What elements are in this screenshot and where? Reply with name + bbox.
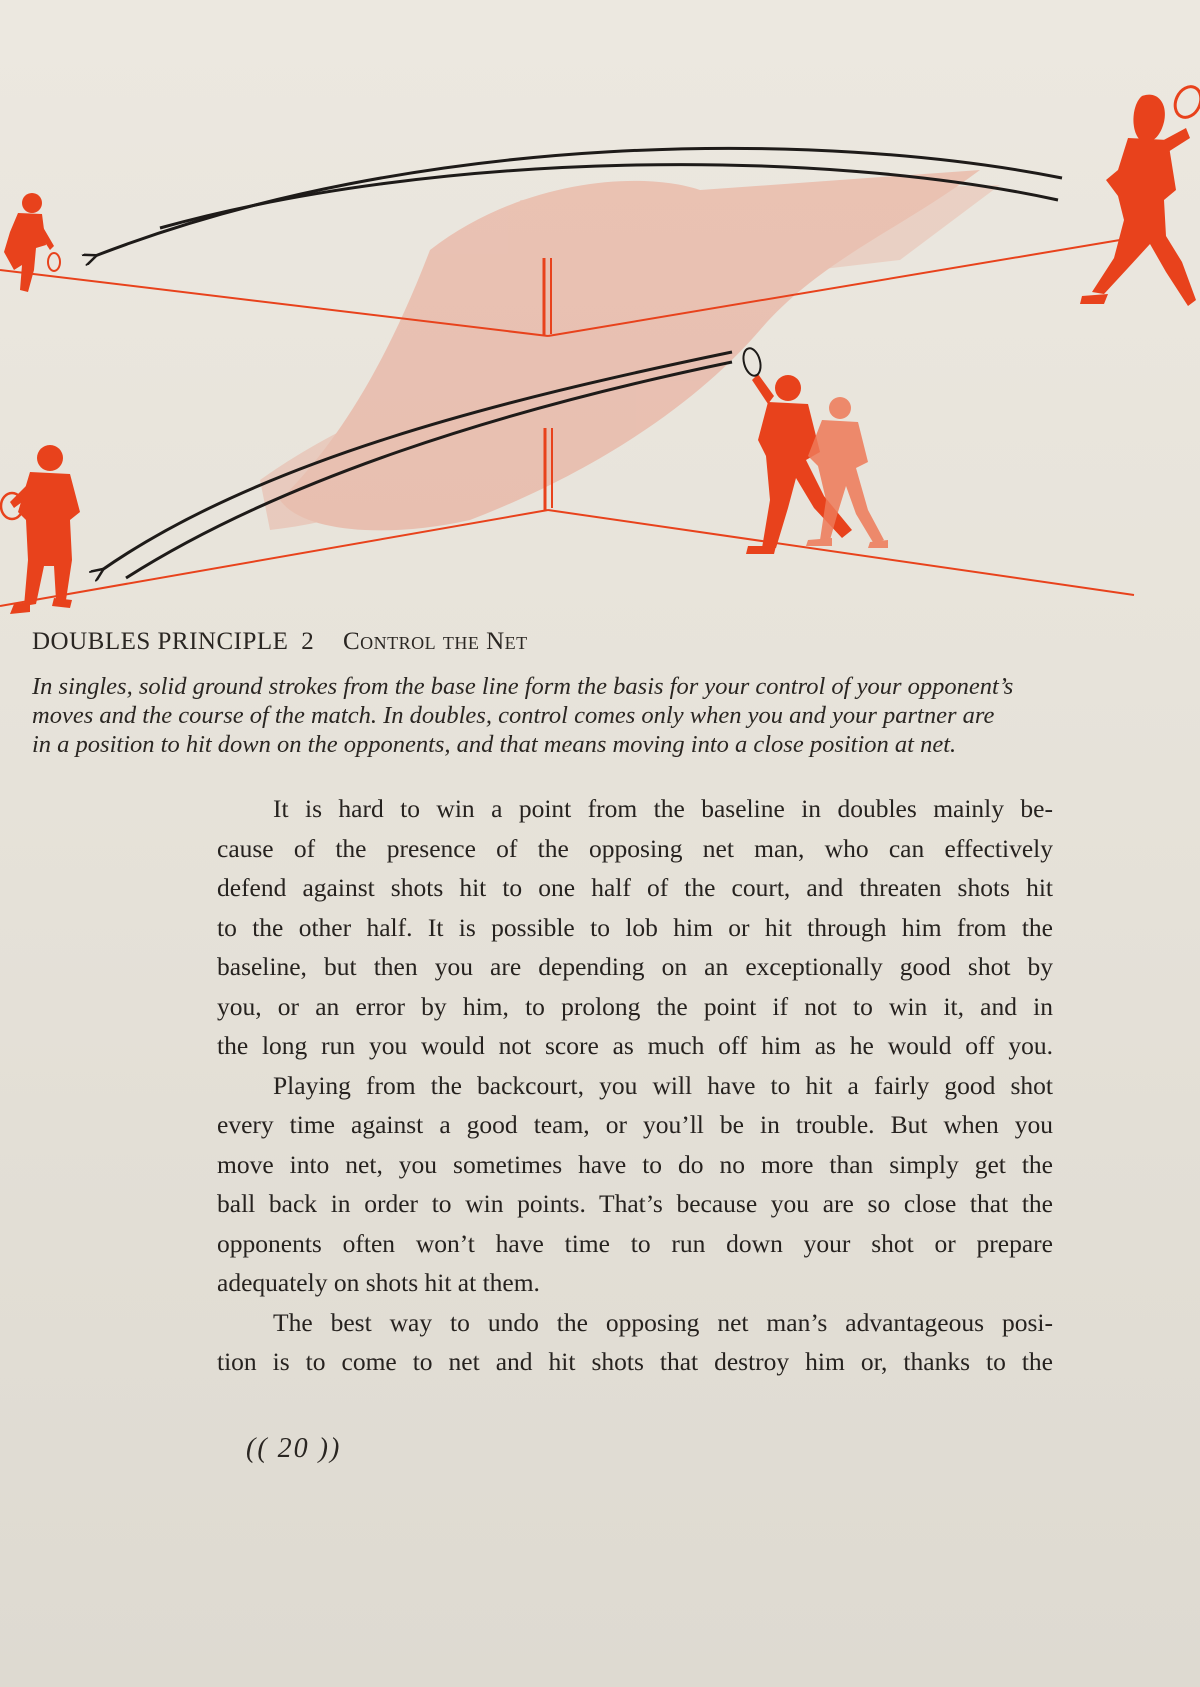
intro-line: moves and the course of the match. In doubles, control comes only when you and your partner are [32,702,995,729]
body-line: to the other half. It is possible to lob him or hit through him from the [217,912,1053,942]
principle-number: 2 [301,628,315,655]
body-line: baseline, but then you are depending on an exceptionally good shot by [217,952,1053,981]
tennis-player-figure [1,445,80,614]
intro-line: in a position to hit down on the opponents, and that means moving into a close position at net. [32,731,957,758]
body-line: move into net, you sometimes have to do no more than simply get the [217,1149,1053,1179]
tennis-player-figure [1080,82,1200,306]
section-heading [32,628,528,656]
intro-paragraph [32,672,1132,759]
body-line: opponents often won’t have time to run down your shot or prepare [217,1228,1053,1258]
doubles-court-illustration [0,0,1200,630]
body-line: The best way to undo the opposing net man’s advantageous posi- [273,1307,1053,1337]
body-line: adequately on shots hit at them. [217,1268,540,1297]
orange-wash [260,170,1000,530]
body-line: every time against a good team, or you’ll be in trouble. But when you [217,1110,1053,1139]
body-text [217,789,1053,1382]
body-line: defend against shots hit to one half of the court, and threaten shots hit [217,873,1053,902]
body-line: Playing from the backcourt, you will have to hit a fairly good shot [273,1070,1053,1100]
principle-label: DOUBLES PRINCIPLE [32,628,289,655]
body-line: It is hard to win a point from the baseline in doubles mainly be- [273,794,1053,823]
body-line: the long run you would not score as much off him as he would off you. [217,1031,1053,1060]
principle-subtitle: Control the Net [342,628,528,655]
body-line: cause of the presence of the opposing net man, who can effectively [217,833,1053,863]
page-number: (( 20 )) [246,1433,342,1464]
body-line: you, or an error by him, to prolong the point if not to win it, and in [217,991,1053,1021]
intro-line: In singles, solid ground strokes from the base line form the basis for your control of your opponent’s [32,673,1014,700]
body-line: tion is to come to net and hit shots that destroy him or, thanks to the [217,1347,1053,1376]
body-line: ball back in order to win points. That’s because you are so close that the [217,1189,1053,1218]
